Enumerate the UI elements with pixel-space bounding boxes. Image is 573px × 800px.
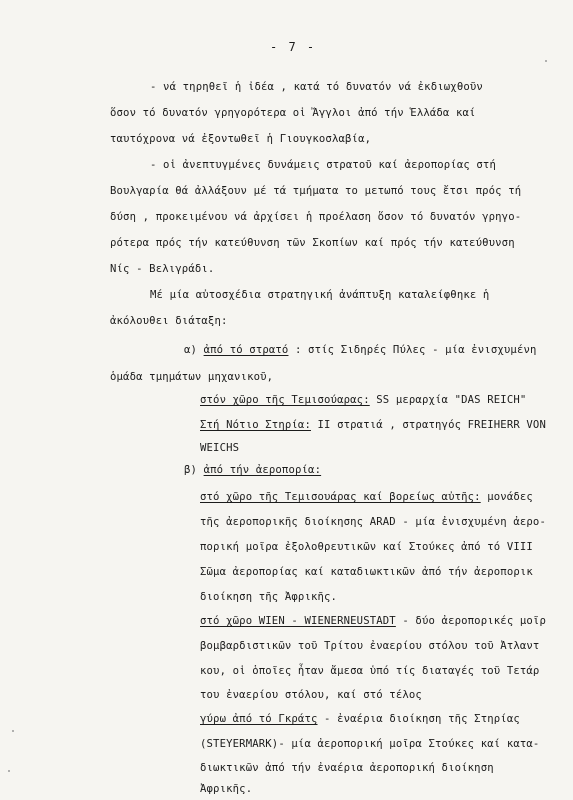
text-line: ἀκόλουθει διάταξη:	[110, 315, 228, 327]
location-heading: γύρω ἀπό τό Γκράτς	[200, 713, 318, 725]
location-line	[200, 393, 526, 407]
text-run: - δύο ἀεροπορικές μοῖρ	[395, 615, 546, 627]
text-line: ὁμάδα τμημάτων μηχανικοῦ,	[110, 371, 274, 383]
scan-speck	[8, 770, 10, 772]
text-line: διωκτικῶν ἀπό τήν ἐναέρια ἀεροπορική διοίκηση	[200, 762, 494, 774]
text-line: Βουλγαρία θά ἀλλάξουν μέ τά τμήματα το μετωπό τους ἔτσι πρός τή	[110, 185, 522, 197]
text-line: ταυτόχρονα νά ἐξοντωθεῖ ἡ Γιουγκοσλαβία,	[110, 133, 372, 145]
text-run: II στρατιά , στρατηγός FREIHERR VON	[310, 419, 546, 431]
location-line	[200, 418, 546, 432]
section-heading: ἀπό τό στρατό	[203, 344, 289, 356]
text-line: κου, οἱ ὁποῖες ἦταν ἄμεσα ὑπό τίς διαταγές τοῦ Τετάρ	[200, 665, 540, 677]
text-line: τῆς ἀεροπορικῆς διοίκησης ARAD - μία ἐνισχυμένη ἀερο-	[200, 516, 546, 528]
text-line: - νά τηρηθεῖ ἡ ἰδέα , κατά τό δυνατόν νά ἐκδιωχθοῦν	[150, 81, 483, 93]
text-line: (STEYERMARK)- μία ἀεροπορική μοῖρα Στούκες καί κατα-	[200, 738, 540, 750]
text-run: μονάδες	[480, 491, 533, 503]
text-run: : στίς Σιδηρές Πύλες - μία ἐνισχυμένη	[288, 344, 537, 356]
location-heading: στό χῶρο τῆς Τεμισουάρας καί βορείως αὐτῆς:	[200, 491, 481, 503]
text-line: Σῶμα ἀεροπορίας καί καταδιωκτικῶν ἀπό τήν ἀεροπορικ	[200, 566, 533, 578]
section-a-line	[184, 343, 537, 357]
text-line: δύση , προκειμένου νά ἀρχίσει ἡ προέλαση ὅσον τό δυνατόν γρηγο-	[110, 211, 522, 223]
text-run: SS μεραρχία "DAS REICH"	[369, 394, 527, 406]
text-line: βομβαρδιστικῶν τοῦ Τρίτου ἐναερίου στόλου τοῦ Ἀτλαντ	[200, 640, 540, 652]
scan-speck	[12, 730, 14, 732]
text-line: ρότερα πρός τήν κατεύθυνση τῶν Σκοπίων καί πρός τήν κατεύθυνση	[110, 237, 515, 249]
location-line	[200, 712, 520, 726]
scan-speck	[545, 60, 547, 62]
text-line: διοίκηση τῆς Ἀφρικῆς.	[200, 591, 338, 603]
list-marker: α)	[184, 344, 204, 356]
text-line: ὅσον τό δυνατόν γρηγορότερα οἱ Ἄγγλοι ἀπό τήν Ἑλλάδα καί	[110, 107, 476, 119]
location-line	[200, 614, 546, 628]
location-heading: στό χῶρο WIEN - WIENERNEUSTADT	[200, 615, 396, 627]
text-line: Μέ μία αὐτοσχέδια στρατηγική ἀνάπτυξη καταλείφθηκε ἡ	[150, 289, 490, 301]
location-heading: Στή Νότιο Στηρία:	[200, 419, 311, 431]
text-line: του ἐναερίου στόλου, καί στό τέλος	[200, 689, 422, 701]
list-marker: β)	[184, 464, 204, 476]
text-line: Ἀφρικῆς.	[200, 783, 253, 795]
location-heading: στόν χῶρο τῆς Τεμισούαρας:	[200, 394, 370, 406]
section-heading: ἀπό τήν ἀεροπορία:	[203, 464, 322, 476]
text-line: WEICHS	[200, 442, 240, 454]
text-run: - ἐναέρια διοίκηση τῆς Στηρίας	[317, 713, 520, 725]
page-number: - 7 -	[270, 40, 317, 54]
location-line	[200, 490, 533, 504]
text-line: - οἱ ἀνεπτυγμένες δυνάμεις στρατοῦ καί ἀεροπορίας στή	[150, 159, 496, 171]
section-b-line	[184, 463, 321, 477]
text-line: πορική μοῖρα ἐξολοθρευτικῶν καί Στούκες ἀπό τό VIII	[200, 541, 533, 553]
text-line: Νίς - Βελιγράδι.	[110, 263, 215, 275]
